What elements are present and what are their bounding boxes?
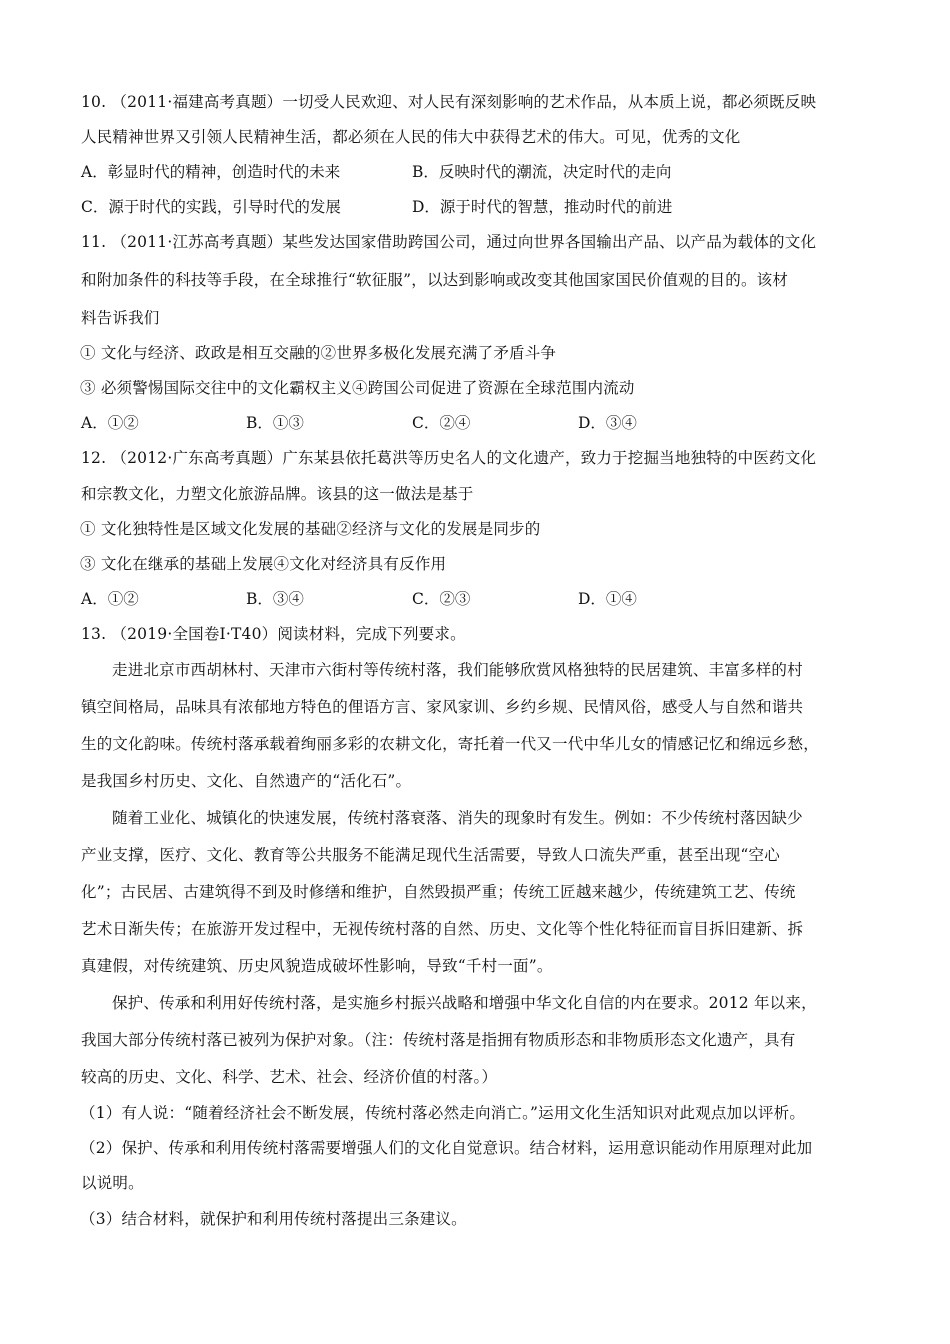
q13-subquestion-3: （3）结合材料，就保护和利用传统村落提出三条建议。	[80, 1210, 467, 1228]
q11-statement-1-2: ① 文化与经济、政政是相互交融的②世界多极化发展充满了矛盾斗争	[80, 344, 557, 362]
q10-option-c: C．源于时代的实践，引导时代的发展	[81, 198, 341, 216]
q13-material-p1-line3: 生的文化韵味。传统村落承载着绚丽多彩的农耕文化，寄托着一代又一代中华儿女的情感记忆和绵远乡愁，	[81, 735, 819, 753]
q12-option-b: B．③④	[246, 590, 304, 608]
q13-material-p2-line1: 随着工业化、城镇化的快速发展，传统村落衰落、消失的现象时有发生。例如：不少传统村落因缺少	[112, 809, 803, 827]
q10-option-a: A．彰显时代的精神，创造时代的未来	[81, 163, 341, 181]
q12-statement-3-4: ③ 文化在继承的基础上发展④文化对经济具有反作用	[80, 555, 447, 573]
q13-material-p1-line1: 走进北京市西胡林村、天津市六街村等传统村落，我们能够欣赏风格独特的民居建筑、丰富多样的村	[112, 661, 803, 679]
q12-option-a: A．①②	[81, 590, 139, 608]
q13-material-p2-line5: 真建假，对传统建筑、历史风貌造成破坏性影响，导致“千村一面”。	[81, 957, 553, 975]
q11-stem-line1: 11. （2011·江苏高考真题）某些发达国家借助跨国公司，通过向世界各国输出产品、以产品为载体的文化	[81, 233, 817, 251]
q11-stem-line3: 料告诉我们	[81, 309, 160, 327]
q11-option-d: D．③④	[578, 414, 637, 432]
q13-material-p1-line2: 镇空间格局，品味具有浓郁地方特色的俚语方言、家风家训、乡约乡规、民情风俗，感受人与自然和谐共	[81, 698, 804, 716]
q12-option-d: D．①④	[578, 590, 637, 608]
q13-material-p2-line3: 化”；古民居、古建筑得不到及时修缮和维护，自然毁损严重；传统工匠越来越少，传统建筑工艺、传统	[81, 883, 796, 901]
q12-stem-line2: 和宗教文化，力塑文化旅游品牌。该县的这一做法是基于	[81, 485, 474, 503]
q10-stem-line2: 人民精神世界又引领人民精神生活，都必须在人民的伟大中获得艺术的伟大。可见，优秀的文化	[81, 128, 741, 146]
q13-material-p2-line4: 艺术日渐失传；在旅游开发过程中，无视传统村落的自然、历史、文化等个性化特征而盲目拆旧建新、拆	[81, 920, 804, 938]
q11-option-a: A．①②	[81, 414, 139, 432]
q11-stem-line2: 和附加条件的科技等手段，在全球推行“软征服”，以达到影响或改变其他国家国民价值观的目的。该材	[81, 271, 789, 289]
q13-material-p3-line3: 较高的历史、文化、科学、艺术、社会、经济价值的村落。）	[81, 1068, 498, 1086]
q13-material-p3-line2: 我国大部分传统村落已被列为保护对象。（注：传统村落是指拥有物质形态和非物质形态文化遗产，具有	[81, 1031, 796, 1049]
q11-option-b: B．①③	[246, 414, 304, 432]
q13-material-p3-line1: 保护、传承和利用好传统村落，是实施乡村振兴战略和增强中华文化自信的内在要求。2012 年以来，	[112, 994, 817, 1012]
q12-option-c: C．②③	[412, 590, 471, 608]
q11-option-c: C．②④	[412, 414, 471, 432]
q13-material-p1-line4: 是我国乡村历史、文化、自然遗产的“活化石”。	[81, 772, 412, 790]
q10-option-d: D．源于时代的智慧，推动时代的前进	[412, 198, 673, 216]
q13-subquestion-2-line1: （2）保护、传承和利用传统村落需要增强人们的文化自觉意识。结合材料，运用意识能动作用原理对此加	[80, 1139, 813, 1157]
q10-stem-line1: 10. （2011·福建高考真题）一切受人民欢迎、对人民有深刻影响的艺术作品，从本质上说，都必须既反映	[81, 93, 817, 111]
q13-subquestion-2-line2: 以说明。	[81, 1174, 144, 1192]
q12-statement-1-2: ① 文化独特性是区域文化发展的基础②经济与文化的发展是同步的	[80, 520, 541, 538]
q13-stem: 13. （2019·全国卷Ⅰ·T40）阅读材料，完成下列要求。	[81, 625, 466, 643]
q10-option-b: B．反映时代的潮流，决定时代的走向	[412, 163, 672, 181]
q12-stem-line1: 12. （2012·广东高考真题）广东某县依托葛洪等历史名人的文化遗产，致力于挖掘当地独特的中医药文化	[81, 449, 817, 467]
q11-statement-3-4: ③ 必须警惕国际交往中的文化霸权主义④跨国公司促进了资源在全球范围内流动	[80, 379, 635, 397]
q13-subquestion-1: （1）有人说：“随着经济社会不断发展，传统村落必然走向消亡。”运用文化生活知识对此观点加以评析。	[80, 1104, 806, 1122]
q13-material-p2-line2: 产业支撑，医疗、文化、教育等公共服务不能满足现代生活需要，导致人口流失严重，甚至出现“空心	[81, 846, 780, 864]
